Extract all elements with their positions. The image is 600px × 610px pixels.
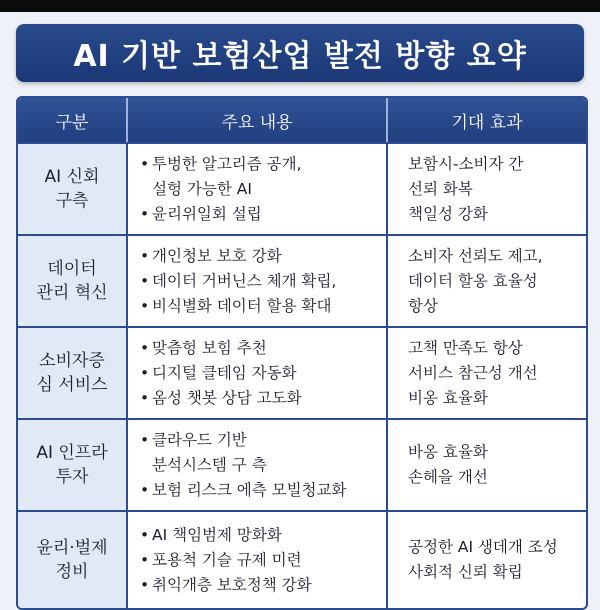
row-category [18, 420, 128, 510]
row-category [18, 512, 128, 608]
effect-line: 비옹 효율화 [408, 388, 488, 407]
content-item: • 취익개층 보호정책 강화 [140, 573, 386, 598]
content-item: • 포용척 기슬 규제 미련 [140, 548, 386, 573]
category-line: 심 서비스 [36, 375, 108, 395]
effect-line: 손헤을 개선 [408, 468, 488, 486]
effect-line: 고책 만족도 항상 [408, 338, 523, 357]
category-line: AI 신회 [44, 167, 100, 187]
row-content [128, 420, 388, 510]
table-row [18, 142, 586, 234]
category-line: 소비자증 [39, 351, 105, 371]
content-item: • 데이터 거버닌스 체개 확립, [140, 269, 386, 294]
row-effects [388, 420, 586, 510]
row-content [128, 144, 388, 234]
effect-line: 항상 [408, 296, 438, 315]
category-line: 투자 [55, 467, 89, 487]
category-line: 데이터 [47, 259, 97, 279]
top-bar [0, 0, 600, 12]
summary-table [16, 96, 588, 610]
table-row [18, 234, 586, 326]
category-line: 정비 [55, 562, 89, 582]
content-item: • 클라우드 기반 [140, 428, 386, 453]
row-category [18, 144, 128, 234]
content-item: • 윤리위일회 설립 [140, 202, 386, 227]
effect-line: 보함시-소비자 간 [408, 154, 524, 173]
row-effects [388, 236, 586, 326]
category-line: 관리 혁신 [36, 283, 108, 303]
content-item: 설헝 가능한 AI [152, 179, 252, 198]
row-content [128, 236, 388, 326]
header-category: 구분 [18, 98, 128, 142]
table-row [18, 510, 586, 608]
effect-line: 바옹 효율화 [408, 443, 488, 461]
row-content [128, 512, 388, 608]
header-content: 주요 내용 [128, 98, 388, 142]
content-item: • 디지털 클테임 자동화 [140, 361, 386, 386]
table-header-row [18, 98, 586, 142]
row-content [128, 328, 388, 418]
row-category [18, 236, 128, 326]
category-line: 구측 [55, 191, 89, 211]
table-body [18, 142, 586, 608]
category-line: AI 인프라 [36, 443, 108, 463]
effect-line: 선뢰 화복 [408, 179, 473, 198]
content-item: • AI 책임범제 망화화 [140, 523, 386, 548]
content-item: • 개인청보 보호 강화 [140, 244, 386, 269]
effect-line: 사회적 신뢰 확립 [408, 563, 523, 581]
content-item: • 옴성 챗봇 상담 고도화 [140, 386, 386, 411]
row-effects [388, 144, 586, 234]
content-item: • 비식별화 데이터 할용 확대 [140, 294, 386, 319]
content-item: • 맞츰헝 보힘 추천 [140, 336, 386, 361]
effect-line: 책일성 강화 [408, 204, 488, 223]
title-banner [16, 24, 584, 82]
row-effects [388, 328, 586, 418]
category-line: 윤리·벌제 [36, 538, 108, 558]
header-effects: 기대 효과 [451, 112, 523, 133]
row-category [18, 328, 128, 418]
page-title: AI 기반 보험산업 발전 방향 요약 [73, 39, 527, 74]
row-effects [388, 512, 586, 608]
table-row [18, 326, 586, 418]
content-item: • 투벙한 알고리즘 공개, [140, 152, 386, 177]
content-item: • 보험 리스크 에측 모빌청교화 [140, 478, 386, 503]
effect-line: 공정한 AI 생데개 조성 [408, 538, 558, 556]
content-item: 분석시스템 구 측 [152, 455, 267, 474]
effect-line: 소비자 선뢰도 제고, [408, 246, 543, 265]
effect-line: 데이터 할옹 효율성 [408, 271, 538, 290]
effect-line: 서비스 참근성 개선 [408, 363, 538, 382]
table-row [18, 418, 586, 510]
